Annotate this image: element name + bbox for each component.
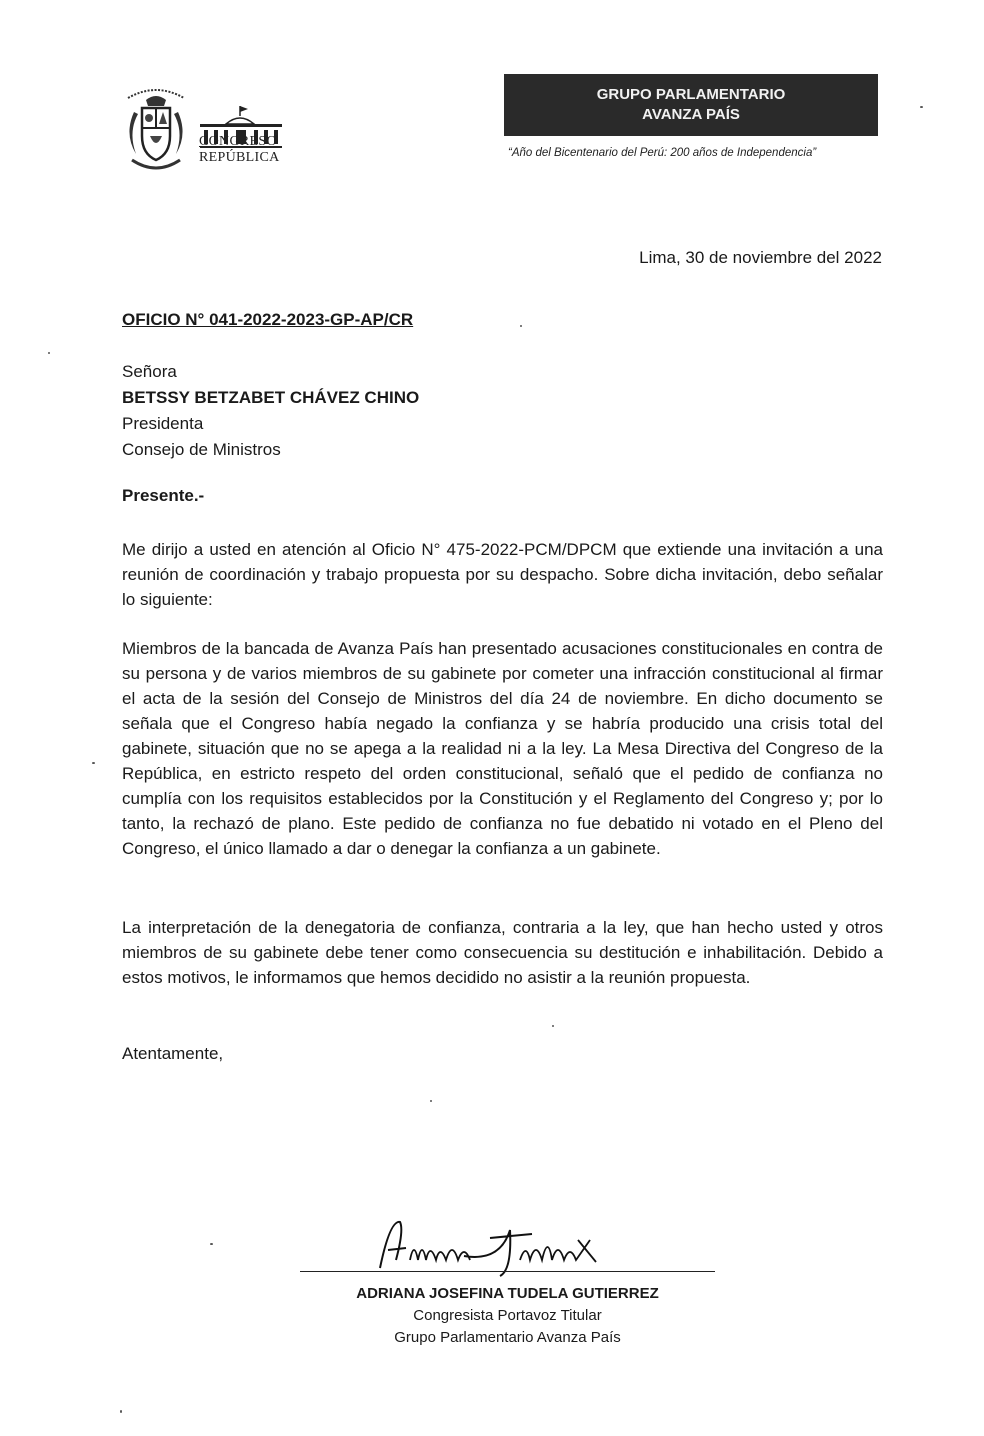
- scan-speck: [92, 762, 95, 764]
- addressee-salutation: Señora: [122, 362, 177, 381]
- scan-speck: [920, 106, 923, 108]
- scan-speck: [520, 325, 522, 327]
- greeting: Presente.-: [122, 486, 205, 505]
- signer-name: ADRIANA JOSEFINA TUDELA GUTIERREZ: [356, 1285, 659, 1302]
- scan-speck: [210, 1243, 213, 1245]
- addressee-office: Consejo de Ministros: [122, 440, 281, 459]
- addressee-block: [122, 359, 419, 463]
- scan-speck: [552, 1025, 554, 1027]
- scan-speck: [120, 1410, 122, 1413]
- signature-line: [300, 1271, 715, 1272]
- letter-date: Lima, 30 de noviembre del 2022: [639, 248, 882, 267]
- group-line1: GRUPO PARLAMENTARIO: [596, 86, 786, 103]
- addressee-title: Presidenta: [122, 414, 204, 433]
- reference-number: OFICIO N° 041-2022-2023-GP-AP/CR: [122, 310, 414, 329]
- scan-speck: [48, 352, 50, 354]
- group-header-box: [504, 74, 878, 136]
- body-paragraph-2: Miembros de la bancada de Avanza País han presentado acusaciones constitucionales en contra de su persona y de varios miembros de su gabinete por cometer una infracción constitucional al firmar el acta de la sesión del Consejo de Ministros del día 24 de noviembre. En dicho documento se señala que el Congreso había negado la confianza y se habría producido una crisis total del gabinete, situación que no se apega a la realidad ni a la ley. La Mesa Directiva del Congreso de la República, en estricto respeto del orden constitucional, señaló que el pedido de confianza no cumplía con los requisitos establecidos por la Constitución y el Reglamento del Congreso y; por lo tanto, la rechazó de plano. Este pedido de confianza no fue debatido ni votado en el Pleno del Congreso, el único llamado a dar o denegar la confianza a un gabinete.: [122, 639, 883, 858]
- congreso-logo-text: [199, 134, 280, 166]
- congreso-line2: REPÚBLICA: [199, 150, 280, 165]
- body-paragraph-3: La interpretación de la denegatoria de confianza, contraria a la ley, que han hecho usted y otros miembros de su gabinete debe tener como consecuencia su destitución e inhabilitación. Debido a estos motivos, le informamos que hemos decidido no asistir a la reunión propuesta.: [122, 918, 883, 987]
- signer-role: Congresista Portavoz Titular: [413, 1307, 602, 1324]
- peru-coat-of-arms-icon: [118, 84, 194, 174]
- body-paragraph-1: Me dirijo a usted en atención al Oficio N° 475-2022-PCM/DPCM que extiende una invitación a una reunión de coordinación y trabajo propuesta por su despacho. Sobre dicha invitación, debo señalar lo siguiente:: [122, 540, 883, 609]
- congreso-line1: CONGRESO: [199, 134, 277, 149]
- addressee-name: BETSSY BETZABET CHÁVEZ CHINO: [122, 388, 420, 407]
- signer-group: Grupo Parlamentario Avanza País: [394, 1329, 621, 1346]
- group-line2: AVANZA PAÍS: [642, 106, 740, 123]
- scan-speck: [430, 1100, 432, 1102]
- handwritten-signature: [360, 1210, 620, 1280]
- year-motto: “Año del Bicentenario del Perú: 200 años de Independencia”: [508, 147, 817, 159]
- closing: Atentamente,: [122, 1044, 224, 1063]
- signer-block: [300, 1283, 715, 1349]
